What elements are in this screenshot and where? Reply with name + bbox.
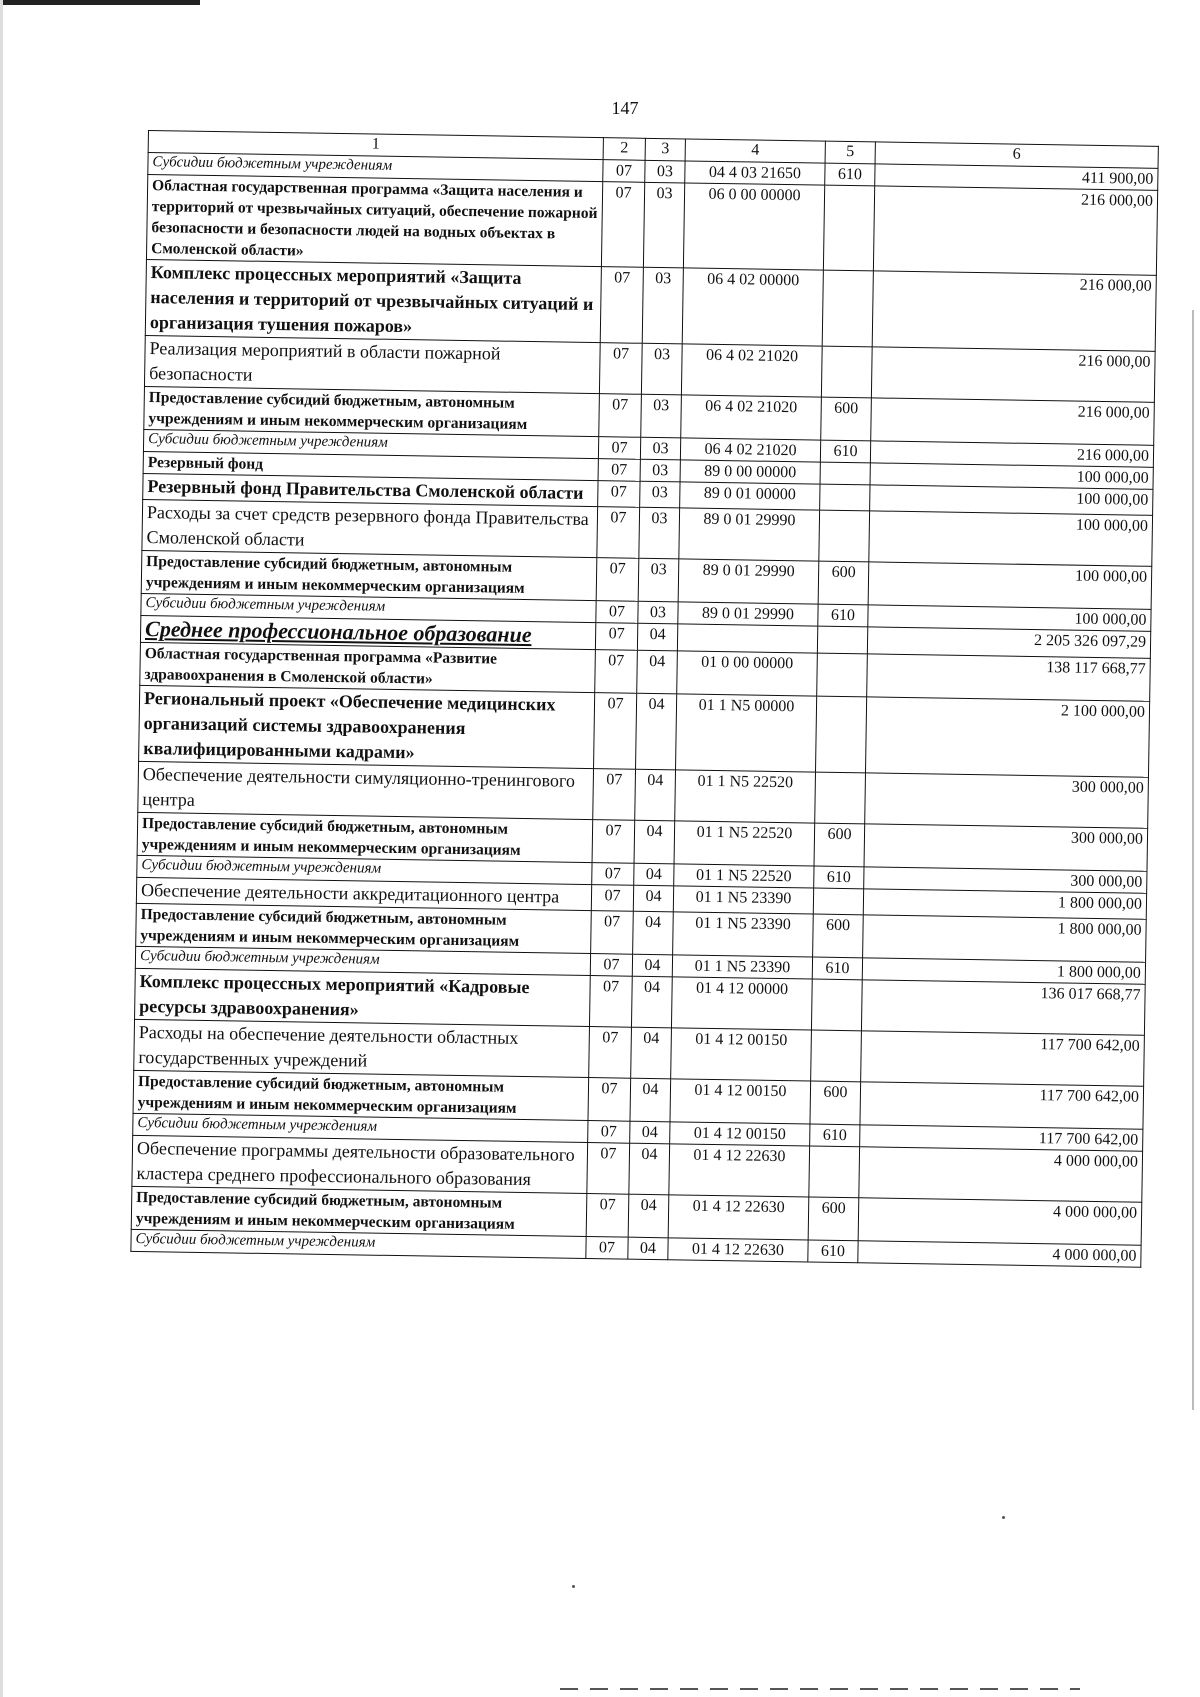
header-col-target-article: 4 <box>685 139 825 163</box>
cell-target-article: 01 4 12 00150 <box>671 1028 812 1081</box>
cell-amount: 1 800 000,00 <box>862 958 1145 984</box>
table-body <box>131 153 1158 1268</box>
cell-name: Предоставление субсидий бюджетным, автономным учреждениям и иным некоммерческим организациям <box>133 1070 589 1120</box>
cell-expense-type <box>809 1146 860 1198</box>
cell-expense-type: 610 <box>818 604 868 627</box>
cell-section: 07 <box>588 1121 630 1144</box>
header-col-expense-type: 5 <box>825 141 875 164</box>
page-number: 147 <box>611 98 639 118</box>
cell-amount: 216 000,00 <box>873 186 1157 275</box>
cell-section: 07 <box>586 1194 629 1238</box>
cell-name: Обеспечение программы деятельности образовательного кластера среднего профессионального образования <box>132 1135 588 1193</box>
cell-amount: 216 000,00 <box>871 398 1155 445</box>
cell-subsection: 04 <box>629 1143 670 1195</box>
cell-subsection: 04 <box>631 1027 672 1079</box>
cell-expense-type: 610 <box>820 440 870 463</box>
cell-subsection: 03 <box>638 601 678 624</box>
cell-subsection: 03 <box>645 160 685 183</box>
cell-name: Обеспечение деятельности аккредитационного центра <box>136 877 591 910</box>
cell-target-article: 01 4 12 00000 <box>671 977 812 1030</box>
cell-name: Предоставление субсидий бюджетным, автономным учреждениям и иным некоммерческим организациям <box>141 550 597 600</box>
cell-amount: 100 000,00 <box>869 511 1153 566</box>
cell-section: 07 <box>598 481 640 508</box>
cell-name: Субсидии бюджетным учреждениям <box>131 1229 586 1258</box>
cell-subsection: 04 <box>637 650 678 694</box>
cell-section: 07 <box>595 650 638 694</box>
cell-subsection: 03 <box>639 507 680 559</box>
cell-name: Субсидии бюджетным учреждениям <box>143 429 598 458</box>
budget-table <box>130 130 1158 1268</box>
cell-subsection: 03 <box>641 343 682 395</box>
cell-expense-type <box>815 772 866 824</box>
cell-target-article <box>677 624 817 653</box>
cell-target-article: 01 4 12 22630 <box>668 1195 809 1240</box>
cell-subsection: 04 <box>630 1078 671 1122</box>
scan-speck <box>1002 1516 1005 1519</box>
cell-target-article: 89 0 00 00000 <box>680 460 820 484</box>
cell-subsection: 04 <box>636 693 677 770</box>
cell-section: 07 <box>597 507 640 559</box>
cell-expense-type <box>822 270 873 347</box>
cell-section: 07 <box>592 863 634 886</box>
cell-subsection: 03 <box>640 481 680 508</box>
cell-section: 07 <box>601 182 644 268</box>
scan-speck <box>572 1585 575 1588</box>
cell-section: 07 <box>589 976 632 1028</box>
cell-section: 07 <box>592 820 635 864</box>
cell-amount: 411 900,00 <box>875 164 1158 190</box>
cell-subsection: 04 <box>628 1237 668 1260</box>
cell-amount: 300 000,00 <box>864 824 1148 871</box>
cell-name: Субсидии бюджетным учреждениям <box>137 855 592 884</box>
cell-amount: 117 700 642,00 <box>861 1031 1145 1086</box>
cell-section: 07 <box>590 954 632 977</box>
cell-target-article: 01 4 12 00150 <box>670 1079 811 1124</box>
cell-name: Резервный фонд <box>143 451 598 480</box>
cell-expense-type: 610 <box>814 866 864 889</box>
cell-section: 07 <box>594 693 637 770</box>
cell-expense-type: 610 <box>825 163 875 186</box>
cell-section: 07 <box>587 1143 630 1195</box>
cell-target-article: 89 0 01 00000 <box>680 482 820 510</box>
cell-target-article: 01 1 N5 23390 <box>673 912 814 957</box>
cell-amount: 300 000,00 <box>864 867 1147 893</box>
cell-target-article: 89 0 01 29990 <box>679 508 820 561</box>
cell-expense-type: 600 <box>818 561 869 605</box>
cell-subsection: 03 <box>640 437 680 460</box>
cell-subsection: 04 <box>634 863 674 886</box>
cell-name: Комплекс процессных мероприятий «Кадровые ресурсы здравоохранения» <box>135 968 591 1026</box>
scan-edge-right <box>1192 310 1194 1410</box>
cell-amount: 300 000,00 <box>865 773 1149 828</box>
cell-target-article: 01 1 N5 00000 <box>676 694 817 772</box>
cell-section: 07 <box>603 160 645 183</box>
cell-amount: 2 100 000,00 <box>865 697 1149 777</box>
header-col-section: 2 <box>603 138 645 161</box>
cell-amount: 2 205 326 097,29 <box>867 627 1150 658</box>
scan-edge-top <box>0 0 200 5</box>
cell-amount: 117 700 642,00 <box>860 1125 1143 1151</box>
cell-target-article: 01 1 N5 22520 <box>674 864 814 888</box>
cell-amount: 100 000,00 <box>868 605 1151 631</box>
cell-subsection: 04 <box>630 1121 670 1144</box>
cell-expense-type: 610 <box>808 1240 858 1263</box>
cell-subsection: 04 <box>632 954 672 977</box>
cell-name: Реализация мероприятий в области пожарной безопасности <box>144 335 600 393</box>
cell-section: 07 <box>595 623 637 651</box>
cell-section: 07 <box>591 885 633 912</box>
cell-section: 07 <box>598 437 640 460</box>
cell-name: Резервный фонд Правительства Смоленской области <box>143 473 598 506</box>
cell-subsection: 04 <box>628 1194 669 1238</box>
cell-name: Расходы за счет средств резервного фонда Правительства Смоленской области <box>142 499 598 557</box>
cell-subsection: 03 <box>643 182 684 268</box>
cell-target-article: 01 1 N5 23390 <box>672 955 812 979</box>
cell-target-article: 01 1 N5 22520 <box>675 770 816 823</box>
scan-footer-mark <box>560 1688 1080 1690</box>
cell-expense-type <box>815 696 866 773</box>
cell-expense-type <box>817 653 868 697</box>
cell-name: Областная государственная программа «Защита населения и территорий от чрезвычайных ситуаций, обеспечение пожарной безопасности и безопасности людей на водных объектах в Смоленской области» <box>146 175 602 267</box>
cell-amount: 4 000 000,00 <box>858 1241 1141 1267</box>
cell-expense-type <box>821 346 872 398</box>
cell-target-article: 06 4 02 21020 <box>681 344 822 397</box>
cell-section: 07 <box>599 394 642 438</box>
cell-subsection: 04 <box>631 976 672 1028</box>
cell-target-article: 89 0 01 29990 <box>678 559 819 604</box>
cell-subsection: 03 <box>641 394 682 438</box>
cell-target-article: 01 4 12 22630 <box>669 1144 810 1197</box>
cell-name: Региональный проект «Обеспечение медицинских организаций системы здравоохранения квалифицированными кадрами» <box>139 685 595 768</box>
cell-expense-type <box>820 484 870 511</box>
cell-amount: 216 000,00 <box>870 441 1153 467</box>
cell-amount: 216 000,00 <box>871 347 1155 402</box>
header-col-name: 1 <box>148 131 603 160</box>
cell-name: Субсидии бюджетным учреждениям <box>135 946 590 975</box>
cell-target-article: 06 4 02 21020 <box>680 438 820 462</box>
cell-target-article: 01 1 N5 23390 <box>673 886 813 914</box>
cell-expense-type <box>819 510 870 562</box>
cell-name: Расходы на обеспечение деятельности областных государственных учреждений <box>134 1019 590 1077</box>
cell-section: 07 <box>589 1027 632 1079</box>
cell-section: 07 <box>596 601 638 624</box>
cell-expense-type <box>820 462 870 485</box>
cell-name: Субсидии бюджетным учреждениям <box>148 153 603 182</box>
cell-amount: 100 000,00 <box>870 463 1153 489</box>
cell-name: Предоставление субсидий бюджетным, автономным учреждениям и иным некоммерческим организациям <box>137 812 593 862</box>
cell-name: Обеспечение деятельности симуляционно-тренингового центра <box>138 761 594 819</box>
cell-subsection: 04 <box>634 820 675 864</box>
cell-target-article: 04 4 03 21650 <box>685 161 825 185</box>
cell-section: 07 <box>588 1078 631 1122</box>
cell-expense-type: 610 <box>812 957 862 980</box>
cell-amount: 100 000,00 <box>870 485 1153 515</box>
cell-amount: 138 117 668,77 <box>867 654 1151 701</box>
header-col-subsection: 3 <box>645 138 685 161</box>
cell-expense-type: 600 <box>821 397 872 441</box>
cell-amount: 4 000 000,00 <box>858 1198 1142 1245</box>
cell-name: Среднее профессиональное образование <box>140 615 595 649</box>
cell-subsection: 03 <box>640 459 680 482</box>
cell-section: 07 <box>586 1237 628 1260</box>
cell-target-article: 06 0 00 00000 <box>683 183 824 270</box>
cell-expense-type <box>823 185 874 271</box>
cell-expense-type: 600 <box>813 914 864 958</box>
cell-expense-type <box>811 1030 862 1082</box>
cell-subsection: 04 <box>633 885 673 912</box>
cell-section: 07 <box>591 911 634 955</box>
cell-subsection: 04 <box>635 769 676 821</box>
cell-name: Субсидии бюджетным учреждениям <box>141 593 596 622</box>
cell-subsection: 04 <box>633 911 674 955</box>
cell-name: Предоставление субсидий бюджетным, автономным учреждениям и иным некоммерческим организациям <box>144 386 600 436</box>
cell-name: Субсидии бюджетным учреждениям <box>133 1113 588 1142</box>
cell-target-article: 01 4 12 00150 <box>670 1122 810 1146</box>
cell-amount: 117 700 642,00 <box>860 1082 1144 1129</box>
cell-target-article: 89 0 01 29990 <box>678 602 818 626</box>
cell-target-article: 06 4 02 00000 <box>682 268 823 346</box>
cell-target-article: 01 1 N5 22520 <box>674 821 815 866</box>
cell-subsection: 03 <box>638 558 679 602</box>
cell-expense-type <box>811 979 862 1031</box>
cell-section: 07 <box>600 267 643 344</box>
cell-target-article: 06 4 02 21020 <box>681 395 822 440</box>
cell-section: 07 <box>593 769 636 821</box>
cell-expense-type <box>817 626 867 654</box>
cell-expense-type: 600 <box>814 823 865 867</box>
cell-target-article: 01 4 12 22630 <box>668 1238 808 1262</box>
table-row <box>146 175 1157 276</box>
cell-expense-type: 600 <box>808 1197 859 1241</box>
cell-amount: 1 800 000,00 <box>863 915 1147 962</box>
header-col-amount: 6 <box>875 142 1158 168</box>
cell-expense-type <box>813 888 863 915</box>
cell-amount: 4 000 000,00 <box>859 1147 1143 1202</box>
cell-amount: 100 000,00 <box>868 562 1152 609</box>
cell-section: 07 <box>596 558 639 602</box>
cell-section: 07 <box>599 343 642 395</box>
cell-name: Комплекс процессных мероприятий «Защита населения и территорий от чрезвычайных ситуаций и организация тушения пожаров» <box>145 259 601 342</box>
cell-expense-type: 600 <box>810 1081 861 1125</box>
cell-section: 07 <box>598 459 640 482</box>
cell-amount: 136 017 668,77 <box>861 980 1145 1035</box>
cell-amount: 216 000,00 <box>872 271 1156 351</box>
cell-name: Предоставление субсидий бюджетным, автономным учреждениям и иным некоммерческим организациям <box>131 1186 587 1236</box>
cell-amount: 1 800 000,00 <box>863 889 1146 919</box>
cell-expense-type: 610 <box>810 1124 860 1147</box>
scan-edge-left <box>0 0 3 1697</box>
cell-subsection: 04 <box>637 623 677 651</box>
cell-name: Предоставление субсидий бюджетным, автономным учреждениям и иным некоммерческим организациям <box>136 903 592 953</box>
cell-target-article: 01 0 00 00000 <box>677 651 818 696</box>
cell-name: Областная государственная программа «Развитие здравоохранения в Смоленской области» <box>140 642 596 692</box>
cell-subsection: 03 <box>642 267 683 344</box>
